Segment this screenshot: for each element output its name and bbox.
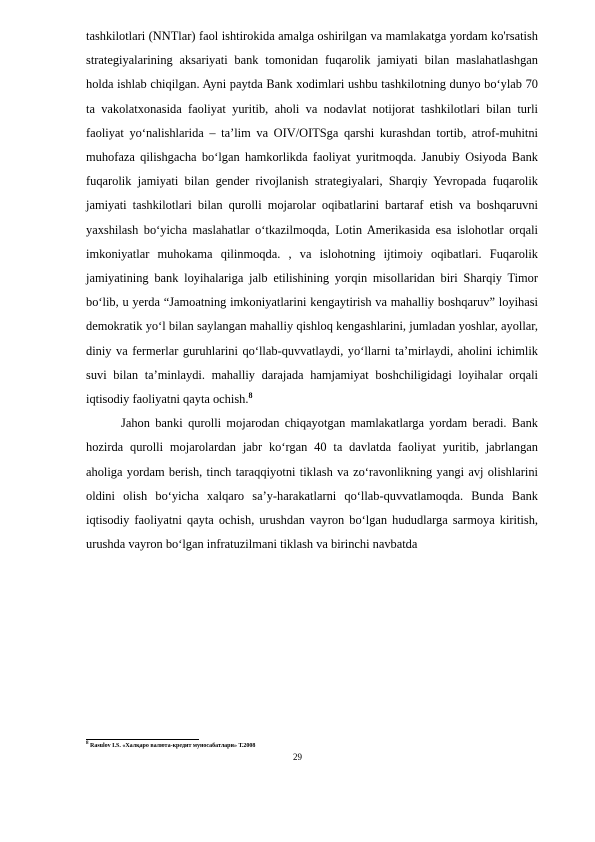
body-paragraph-2	[86, 411, 538, 556]
page-number: 29	[293, 752, 302, 762]
page-body	[86, 24, 538, 556]
body-paragraph-1	[86, 24, 538, 411]
footnote-reference: 8	[248, 391, 253, 401]
footnote-number: 8	[86, 741, 89, 746]
footnote	[86, 742, 255, 750]
body-paragraph-1-text: tashkilotlari (NNTlar) faol ishtirokida amalga oshirilgan va mamlakatga yordam ko'rsatish strategiyalarining aksariyati bank tomonidan fuqarolik jamiyati bilan maslahatlashgan holda ishlab chiqilgan. Ayni paytda Bank xodimlari ushbu tashkilotning dunyo bo‘ylab 70 ta vakolatxonasida faoliyat yuritib, aholi va nodavlat notijorat tashkilotlari bilan turli faoliyat yo‘nalishlarida – ta’lim va OIV/OITSga qarshi kurashdan tortib, atrof-muhitni muhofaza qilishgacha bo‘lgan hamkorlikda faoliyat yuritmoqda. Janubiy Osiyoda Bank fuqarolik jamiyati bilan gender rivojlanish strategiyalari, Sharqiy Yevropada fuqarolik jamiyati tashkilotlari bilan qurolli mojarolar oqibatlarini bartaraf etish va boshqaruvni yaxshilash bo‘yicha maslahatlar o‘tkazilmoqda, Lotin Amerikasida esa islohotlar orqali imkoniyatlar muhokama qilinmoqda. , va islohotning ijtimoiy oqibatlari. Fuqarolik jamiyatining bank loyihalariga jalb etilishining yorqin misollaridan biri Sharqiy Timor bo‘lib, u yerda “Jamoatning imkoniyatlarini kengaytirish va mahalliy boshqaruv” loyihasi demokratik yo‘l bilan saylangan mahalliy qishloq kengashlarini, jumladan yoshlar, ayollar, diniy va fermerlar guruhlarini qo‘llab-quvvatlaydi, yo‘llarni ta’mirlaydi, aholini ichimlik suvi bilan ta’minlaydi. mahalliy darajada hamjamiyat boshchiligidagi loyihalar orqali iqtisodiy faoliyatni qayta ochish.	[86, 29, 538, 407]
footnote-separator	[86, 739, 199, 740]
footnote-text: Rasulov I.S. «Халқаро валюта-кредит муносабатлари» Т.2008	[90, 743, 256, 749]
body-paragraph-2-text: Jahon banki qurolli mojarodan chiqayotgan mamlakatlarga yordam beradi. Bank hozirda qurolli mojarolardan jabr ko‘rgan 40 ta davlatda faoliyat yuritib, jabrlangan aholiga yordam berish, tinch taraqqiyotni tiklash va zo‘ravonlikning yangi avj olishlarini oldini olish bo‘yicha xalqaro sa’y-harakatlarni qo‘llab-quvvatlamoqda. Bunda Bank iqtisodiy faoliyatni qayta ochish, urushdan vayron bo‘lgan hududlarga sarmoya kiritish, urushda vayron bo‘lgan infratuzilmani tiklash va birinchi navbatda	[86, 416, 538, 552]
